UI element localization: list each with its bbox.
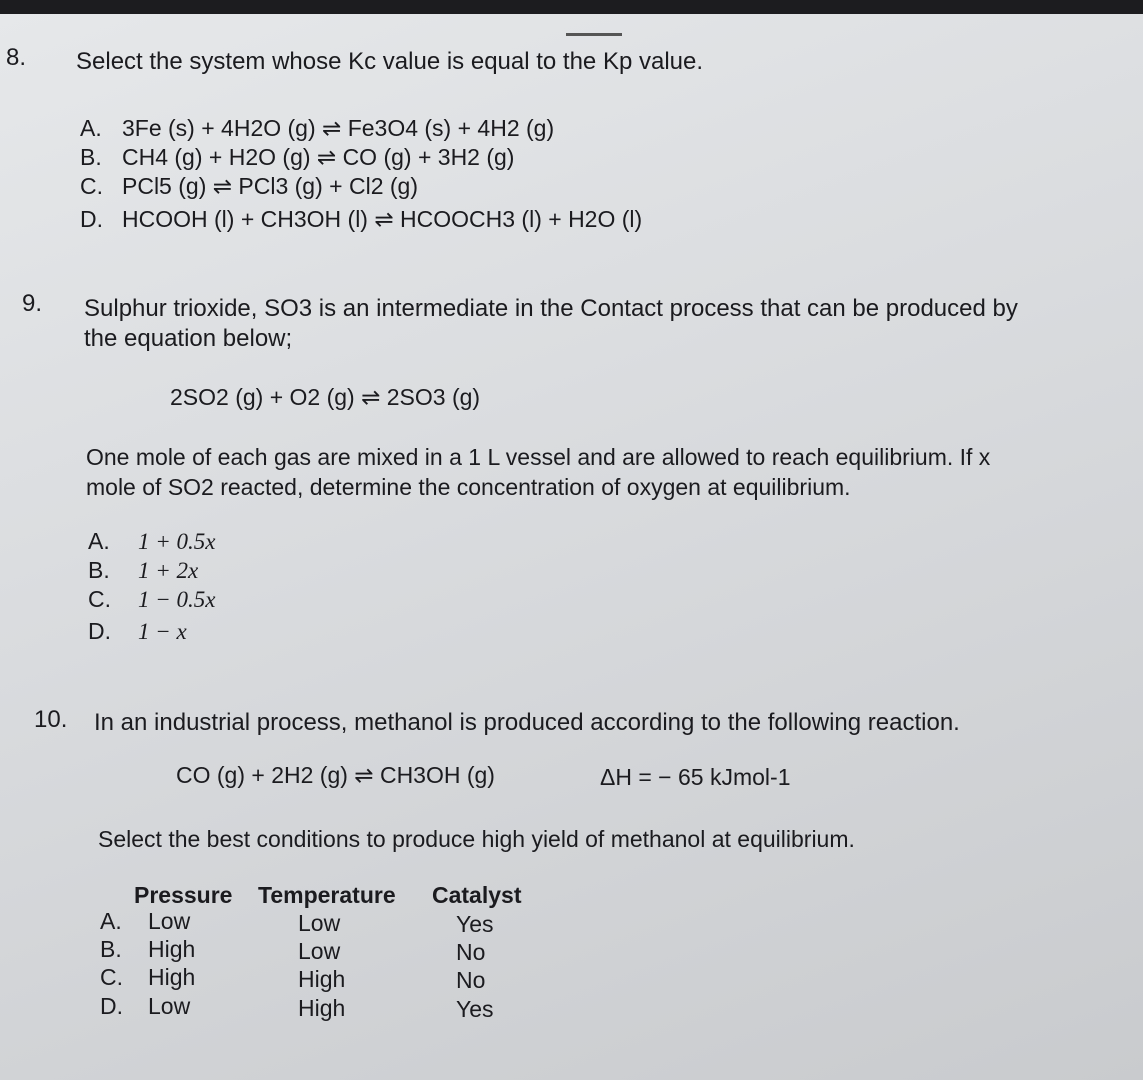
q10-number: 10. [34, 706, 68, 733]
top-edge-bar [0, 0, 1143, 14]
table-row-b-letter: B. [100, 936, 122, 962]
q9-equation: 2SO2 (g) + O2 (g) ⇌ 2SO3 (g) [170, 384, 481, 410]
table-header-temperature: Temperature [258, 882, 396, 908]
table-row-a-temperature: Low [298, 910, 341, 936]
table-row-d-temperature: High [298, 995, 346, 1021]
table-row-d-letter: D. [100, 993, 123, 1019]
table-row-b-pressure: High [148, 936, 196, 962]
table-row-c-letter: C. [100, 964, 123, 990]
q8-option-d: D. HCOOH (l) + CH3OH (l) ⇌ HCOOCH3 (l) + H2O (l) [80, 206, 643, 232]
table-header-pressure: Pressure [134, 882, 233, 908]
table-row-c-catalyst: No [456, 967, 486, 993]
table-row-c-pressure: High [148, 964, 196, 990]
q9-option-a: A. 1 + 0.5x [88, 528, 216, 554]
q8-option-a: A. 3Fe (s) + 4H2O (g) ⇌ Fe3O4 (s) + 4H2 (g) [80, 115, 555, 141]
table-header-catalyst: Catalyst [432, 882, 522, 908]
q9-option-d: D. 1 − x [88, 618, 187, 644]
table-row-a-pressure: Low [148, 908, 191, 934]
table-row-d-catalyst: Yes [456, 996, 494, 1022]
q10-enthalpy: ΔH = − 65 kJmol-1 [600, 764, 791, 790]
q8-number: 8. [6, 44, 27, 71]
table-row-a-letter: A. [100, 908, 122, 934]
page-mark [566, 33, 622, 36]
q10-equation: CO (g) + 2H2 (g) ⇌ CH3OH (g) [176, 762, 495, 788]
q9-question: One mole of each gas are mixed in a 1 L vessel and are allowed to reach equilibrium. If x mole of SO2 reacted, determine the concentration of oxygen at equilibrium. [86, 444, 991, 500]
q9-option-b: B. 1 + 2x [88, 557, 199, 583]
table-row-b-catalyst: No [456, 939, 486, 965]
q8-option-b: B. CH4 (g) + H2O (g) ⇌ CO (g) + 3H2 (g) [80, 144, 515, 170]
q9-option-c: C. 1 − 0.5x [88, 586, 216, 612]
table-row-c-temperature: High [298, 966, 346, 992]
q10-question: Select the best conditions to produce high yield of methanol at equilibrium. [98, 826, 855, 852]
table-row-d-pressure: Low [148, 993, 191, 1019]
q9-stem: Sulphur trioxide, SO3 is an intermediate in the Contact process that can be produced by the equation below; [84, 295, 1018, 352]
q8-stem: Select the system whose Kc value is equal to the Kp value. [76, 48, 704, 75]
table-row-b-temperature: Low [298, 938, 341, 964]
q10-stem: In an industrial process, methanol is produced according to the following reaction. [94, 709, 960, 736]
q8-option-c: C. PCl5 (g) ⇌ PCl3 (g) + Cl2 (g) [80, 173, 418, 199]
table-row-a-catalyst: Yes [456, 911, 494, 937]
q9-number: 9. [22, 290, 43, 317]
